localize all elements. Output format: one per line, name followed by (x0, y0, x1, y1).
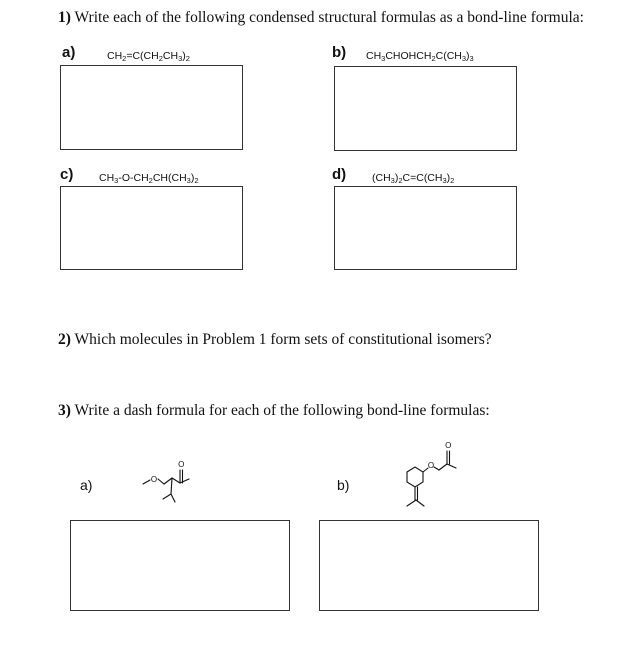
question-1-text: Write each of the following condensed structural formulas as a bond-line formula: (74, 9, 584, 26)
q1-part-c-formula: $CH_3-O-CH_2CH(CH_3)_2$ (99, 172, 199, 185)
formula-subscript: 2 (158, 54, 163, 63)
q1-part-a-answer-box[interactable] (60, 65, 243, 150)
formula-subscript: 3 (114, 176, 119, 185)
question-2-text: Which molecules in Problem 1 form sets of constitutional isomers? (74, 331, 492, 348)
formula-subscript: 2 (194, 176, 199, 185)
q1-part-d-label: d) (332, 166, 347, 183)
q3-part-a-answer-box[interactable] (70, 520, 290, 611)
q1-part-b-answer-box[interactable] (334, 66, 517, 151)
formula-subscript: 3 (381, 54, 386, 63)
question-3-heading (58, 402, 490, 420)
formula-subscript: 2 (122, 54, 127, 63)
q1-part-c-answer-box[interactable] (60, 186, 243, 270)
q3-b-carbonyl-oxygen: O (445, 441, 452, 450)
q1-part-d-formula: $(CH_3)_2C=C(CH_3)_2$ (372, 172, 455, 185)
formula-subscript: 2 (148, 176, 153, 185)
formula-subscript: 3 (390, 176, 395, 185)
formula-subscript: 2 (398, 176, 403, 185)
formula-subscript: 3 (461, 54, 467, 63)
q3-part-b-answer-box[interactable] (319, 520, 539, 611)
formula-subscript: 2 (185, 54, 190, 63)
q1-part-d-answer-box[interactable] (334, 186, 517, 270)
q1-part-b-label: b) (332, 44, 347, 61)
question-2-number: 2) (58, 331, 71, 348)
q1-part-c-label: c) (60, 166, 74, 183)
formula-subscript: 2 (431, 54, 436, 63)
q1-part-a-formula: $CH_2=C(CH_2CH_3)_2$ (107, 50, 190, 63)
q1-part-a-label: a) (62, 44, 76, 61)
q3-a-ether-oxygen: O (150, 475, 158, 484)
question-1-number: 1) (58, 9, 71, 26)
q3-part-a-bond-line-structure (142, 458, 202, 508)
q3-a-carbonyl-oxygen: O (178, 460, 185, 469)
question-3-number: 3) (58, 402, 71, 419)
q3-b-ring-oxygen: O (427, 461, 435, 470)
q3-part-a-label: a) (80, 477, 93, 493)
q3-part-b-label: b) (337, 477, 350, 493)
question-1-heading (58, 9, 584, 27)
formula-subscript: 3 (186, 176, 191, 185)
question-2-heading (58, 331, 492, 349)
formula-subscript: 3 (442, 176, 447, 185)
q3-part-b-bond-line-structure (395, 438, 465, 518)
formula-subscript: 3 (469, 54, 474, 63)
question-3-text: Write a dash formula for each of the following bond-line formulas: (74, 402, 490, 419)
formula-subscript: 3 (178, 54, 183, 63)
formula-subscript: 2 (450, 176, 455, 185)
q1-part-b-formula: $CH_3CHOHCH_2C(CH_3)_3$ (366, 50, 474, 63)
